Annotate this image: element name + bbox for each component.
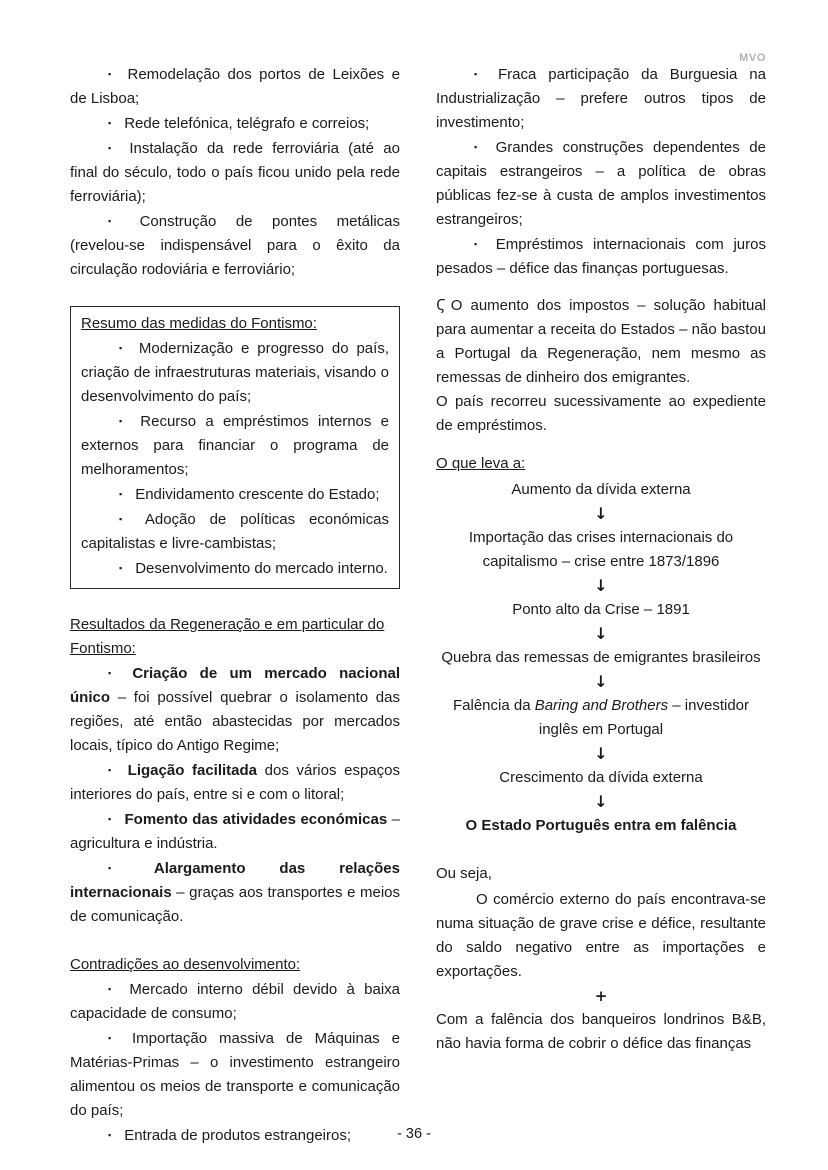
list-item-text: Remodelação dos portos de Leixões e de Lisboa; [70,66,400,107]
list-item [81,409,389,482]
bullet-icon: ▪ [119,343,126,353]
flow-step: Quebra das remessas de emigrantes brasileiros [441,649,761,666]
list-item-lead: Fomento das atividades económicas [124,811,388,828]
list-item-text: Adoção de políticas económicas capitalistas e livre-cambistas; [81,511,389,552]
down-arrow-icon: ↓ [594,792,608,811]
paragraph: O país recorreu sucessivamente ao expediente de empréstimos. [436,393,766,434]
bullet-icon: ▪ [119,489,123,499]
list-item-text: – graças aos transportes e meios de comunicação. [70,884,400,925]
section-heading: O que leva a: [436,455,526,472]
down-arrow-icon: ↓ [594,744,608,763]
list-item [436,232,766,281]
down-arrow-icon: ↓ [594,504,608,523]
page-number: - 36 - [397,1126,431,1142]
paragraph: Com a falência dos banqueiros londrinos B&B, não havia forma de cobrir o défice das finanças [436,1011,766,1052]
list-item-text: Mercado interno débil devido à baixa capacidade de consumo; [70,981,401,1022]
list-item-text: Modernização e progresso do país, criação de infraestruturas materiais, visando o desenvolvimento do país; [81,340,389,405]
bullet-icon: ▪ [119,416,128,426]
list-item [436,135,766,232]
bullet-icon: ▪ [108,814,112,824]
list-item [70,977,400,1026]
bullet-icon: ▪ [108,984,117,994]
list-item [70,62,400,111]
flow-step: Importação das crises internacionais do capitalismo – crise entre 1873/1896 [468,529,734,570]
down-arrow-icon: ↓ [594,576,608,595]
list-item-text: Grandes construções dependentes de capitais estrangeiros – a política de obras públicas fez-se à custa de amplos investimentos estrangeiros; [436,139,766,228]
section-heading: Resumo das medidas do Fontismo: [81,315,317,332]
list-item [70,661,400,758]
consequence-flow [436,478,766,838]
list-item-text: dos vários espaços interiores do país, entre si e com o litoral; [70,762,400,803]
bullet-icon: ▪ [474,239,483,249]
list-item [81,556,389,581]
list-item [81,507,389,556]
two-column-layout [70,62,766,1148]
flow-step: Aumento da dívida externa [511,481,691,498]
company-name: Baring and Brothers [534,697,669,714]
flow-step: Crescimento da dívida externa [499,769,703,786]
list-item [70,111,400,136]
list-item-lead: Criação de um mercado nacional único [70,665,400,706]
list-item-text: Empréstimos internacionais com juros pesados – défice das finanças portuguesas. [436,236,766,277]
list-item-text: Fraca participação da Burguesia na Industrialização – prefere outros tipos de investimento; [436,66,766,131]
flow-step: Falência da Baring and Brothers – investidor inglês em Portugal [452,697,749,738]
list-item-lead: Alargamento das relações internacionais [70,860,400,901]
bullet-icon: ▪ [474,69,485,79]
paragraph [436,293,766,390]
bullet-icon: ▪ [108,668,120,678]
bullet-icon: ▪ [108,143,117,153]
bullet-icon: ▪ [119,563,123,573]
list-item-text: Instalação da rede ferroviária (até ao final do século, todo o país ficou unido pela rede ferroviária); [70,140,400,205]
list-item [81,482,389,507]
list-item [70,758,400,807]
bullet-icon: ▪ [108,1033,119,1043]
list-item [70,136,400,209]
flow-step-conclusion: O Estado Português entra em falência [465,817,737,834]
summary-box [70,306,400,589]
section-heading: Resultados da Regeneração e em particular do Fontismo: [70,616,385,657]
list-item-text: Rede telefónica, telégrafo e correios; [124,115,370,132]
down-arrow-icon: ↓ [594,672,608,691]
paragraph: O comércio externo do país encontrava-se numa situação de grave crise e défice, resultante do saldo negativo entre as importações e exportações. [436,891,766,980]
zeta-marker-icon: Ϛ [436,296,446,314]
list-item [70,1026,400,1123]
list-item-text: – agricultura e indústria. [70,811,400,852]
list-item [70,209,400,282]
list-item-lead: Ligação facilitada [127,762,258,779]
bullet-icon: ▪ [108,69,115,79]
paragraph: Ou seja, [436,865,492,882]
list-item-text: – foi possível quebrar o isolamento das regiões, até então abastecidas por mercados locais, típico do Antigo Regime; [70,689,400,754]
paragraph-text: O aumento dos impostos – solução habitual para aumentar a receita do Estados – não bastou a Portugal da Regeneração, nem mesmo as remessas de dinheiro dos emigrantes. [436,297,766,386]
plus-icon: + [594,987,608,1005]
list-item-text: Entrada de produtos estrangeiros; [124,1127,352,1144]
bullet-icon: ▪ [108,765,115,775]
bullet-icon: ▪ [474,142,483,152]
list-item [436,62,766,135]
list-item [81,336,389,409]
list-item [70,807,400,856]
list-item [70,856,400,929]
list-item-text: Importação massiva de Máquinas e Matérias-Primas – o investimento estrangeiro alimentou os meios de transporte e comunicação do país; [70,1030,400,1119]
bullet-icon: ▪ [108,1130,112,1140]
right-column [436,62,766,1148]
bullet-icon: ▪ [119,514,132,524]
bullet-icon: ▪ [108,216,127,226]
list-item-text: Endividamento crescente do Estado; [135,486,380,503]
list-item-text: Desenvolvimento do mercado interno. [135,560,388,577]
bullet-icon: ▪ [108,118,112,128]
bullet-icon: ▪ [108,863,141,873]
left-column [70,62,400,1148]
flow-step: Ponto alto da Crise – 1891 [512,601,690,618]
header-initials: MVO [739,52,766,64]
list-item-text: Construção de pontes metálicas (revelou-se indispensável para o êxito da circulação rodoviária e ferroviário; [70,213,400,278]
down-arrow-icon: ↓ [594,624,608,643]
section-heading: Contradições ao desenvolvimento: [70,956,301,973]
list-item-text: Recurso a empréstimos internos e externos para financiar o programa de melhoramentos; [81,413,389,478]
